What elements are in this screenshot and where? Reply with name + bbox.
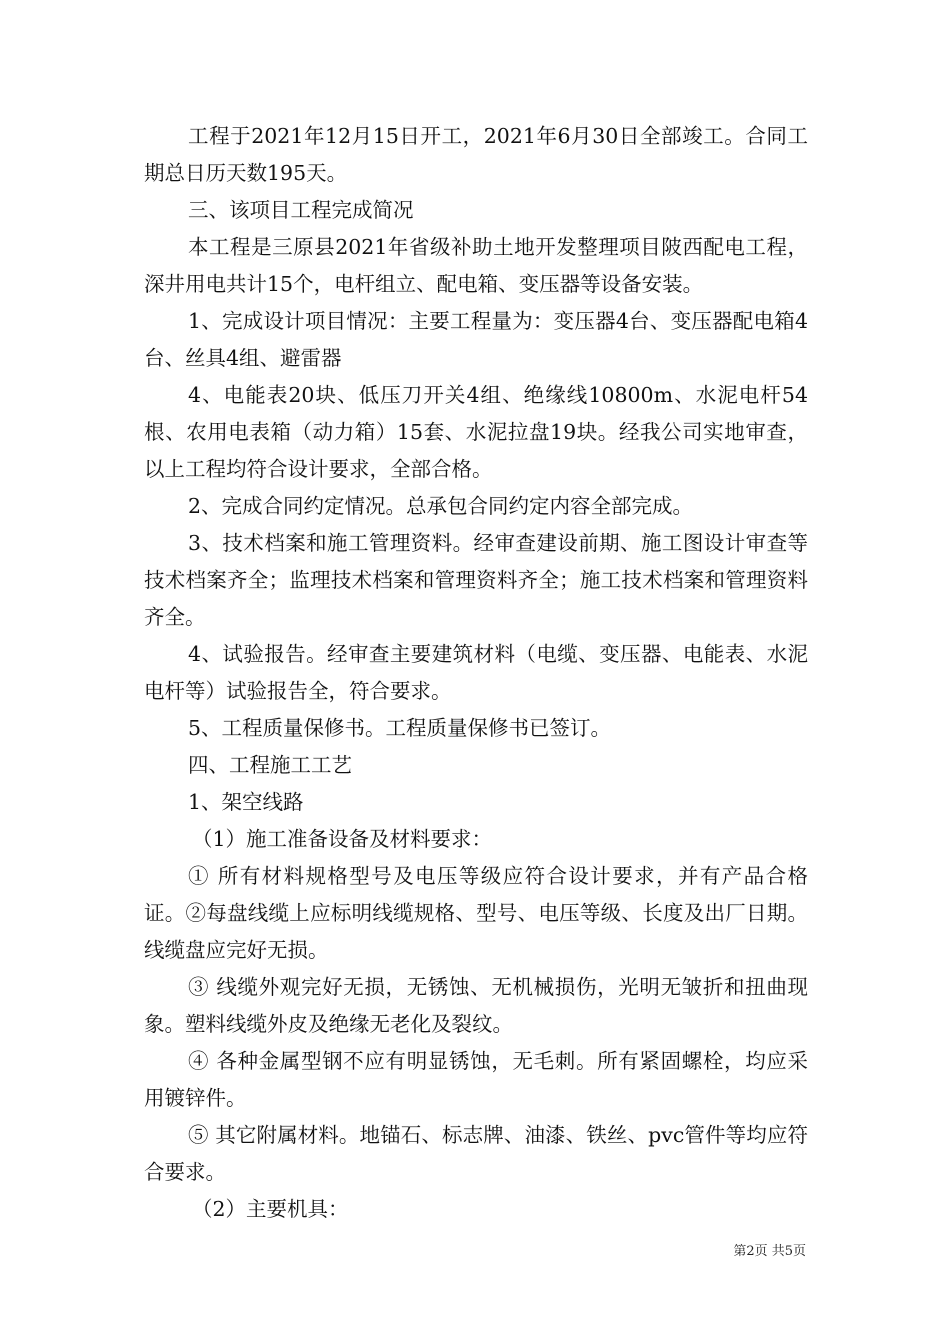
paragraph-contract-status: 2、完成合同约定情况。总承包合同约定内容全部完成。 bbox=[188, 494, 694, 518]
section-heading-3: 三、该项目工程完成简况 bbox=[188, 198, 414, 222]
paragraph-item-4: ④ 各种金属型钢不应有明显锈蚀，无毛刺。所有紧固螺栓，均应采用镀锌件。 bbox=[144, 1049, 808, 1110]
paragraph-item-5: ⑤ 其它附属材料。地锚石、标志牌、油漆、铁丝、pvc管件等均应符合要求。 bbox=[144, 1123, 808, 1184]
subheading-main-tools: （2）主要机具： bbox=[192, 1197, 349, 1221]
paragraph-test-report: 4、试验报告。经审查主要建筑材料（电缆、变压器、电能表、水泥电杆等）试验报告全，符合要求。 bbox=[144, 642, 808, 703]
paragraph-item-3: ③ 线缆外观完好无损，无锈蚀、无机械损伤，光明无皱折和扭曲现象。塑料线缆外皮及绝缘无老化及裂纹。 bbox=[144, 975, 808, 1036]
paragraph-item-1-2: ① 所有材料规格型号及电压等级应符合设计要求，并有产品合格证。②每盘线缆上应标明线缆规格、型号、电压等级、长度及出厂日期。线缆盘应完好无损。 bbox=[144, 864, 808, 962]
paragraph-technical-archives: 3、技术档案和施工管理资料。经审查建设前期、施工图设计审查等技术档案齐全；监理技术档案和管理资料齐全；施工技术档案和管理资料齐全。 bbox=[144, 531, 808, 629]
paragraph-design-items: 1、完成设计项目情况：主要工程量为：变压器4台、变压器配电箱4台、丝具4组、避雷器 bbox=[144, 309, 808, 370]
paragraph-warranty: 5、工程质量保修书。工程质量保修书已签订。 bbox=[188, 716, 612, 740]
page-number: 第2页 共5页 bbox=[733, 1244, 806, 1259]
section-heading-4: 四、工程施工工艺 bbox=[188, 753, 352, 777]
document-body bbox=[144, 118, 808, 1228]
paragraph-materials-list: 4、电能表20块、低压刀开关4组、绝缘线10800m、水泥电杆54根、农用电表箱（动力箱）15套、水泥拉盘19块。经我公司实地审查，以上工程均符合设计要求，全部合格。 bbox=[144, 383, 808, 481]
paragraph-schedule: 工程于2021年12月15日开工，2021年6月30日全部竣工。合同工期总日历天数195天。 bbox=[144, 124, 808, 185]
paragraph-project-overview: 本工程是三原县2021年省级补助土地开发整理项目陂西配电工程，深井用电共计15个，电杆组立、配电箱、变压器等设备安装。 bbox=[144, 235, 808, 296]
subheading-preparation: （1）施工准备设备及材料要求： bbox=[192, 827, 493, 851]
subheading-overhead-lines: 1、架空线路 bbox=[188, 790, 304, 814]
